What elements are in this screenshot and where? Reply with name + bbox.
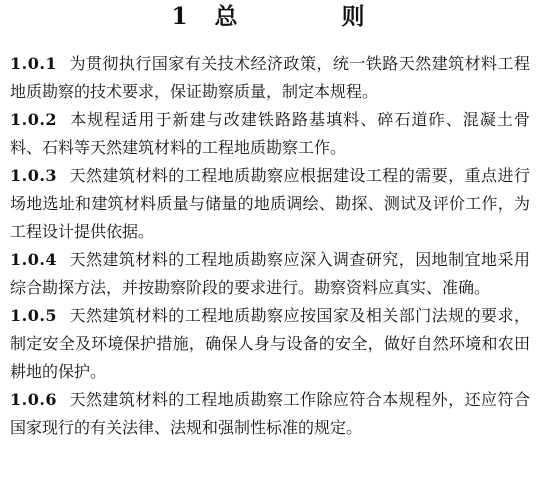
clause-number: 1.0.4: [10, 250, 58, 269]
clause-1-0-4: [10, 246, 530, 302]
clause-text: 本规程适用于新建与改建铁路路基填料、碎石道砟、混凝土骨料、石料等天然建筑材料的工程地质勘察工作。: [10, 110, 530, 157]
clause-number: 1.0.3: [10, 166, 58, 185]
clause-text: 天然建筑材料的工程地质勘察工作除应符合本规程外，还应符合国家现行的有关法律、法规和强制性标准的规定。: [10, 390, 530, 437]
clause-1-0-1: [10, 50, 530, 106]
clause-text: 天然建筑材料的工程地质勘察应根据建设工程的需要，重点进行场地选址和建筑材料质量与储量的地质调绘、勘探、测试及评价工作，为工程设计提供依据。: [10, 166, 530, 241]
clause-number: 1.0.2: [10, 110, 58, 129]
clause-1-0-2: [10, 106, 530, 162]
clause-1-0-6: [10, 386, 530, 442]
clause-1-0-5: [10, 302, 530, 386]
clause-text: 天然建筑材料的工程地质勘察应深入调查研究，因地制宜地采用综合勘探方法，并按勘察阶段的要求进行。勘察资料应真实、准确。: [10, 250, 530, 297]
clause-number: 1.0.5: [10, 306, 58, 325]
chapter-number: 1: [171, 3, 189, 30]
clause-1-0-3: [10, 162, 530, 246]
clause-number: 1.0.6: [10, 390, 58, 409]
chapter-title-text: 总 则: [214, 3, 413, 30]
clause-text: 为贯彻执行国家有关技术经济政策，统一铁路天然建筑材料工程地质勘察的技术要求，保证勘察质量，制定本规程。: [10, 54, 530, 101]
clause-list: [10, 50, 530, 442]
clause-text: 天然建筑材料的工程地质勘察应按国家及相关部门法规的要求，制定安全及环境保护措施，确保人身与设备的安全，做好自然环境和农田耕地的保护。: [10, 306, 530, 381]
chapter-heading: [0, 2, 536, 32]
clause-number: 1.0.1: [10, 54, 58, 73]
